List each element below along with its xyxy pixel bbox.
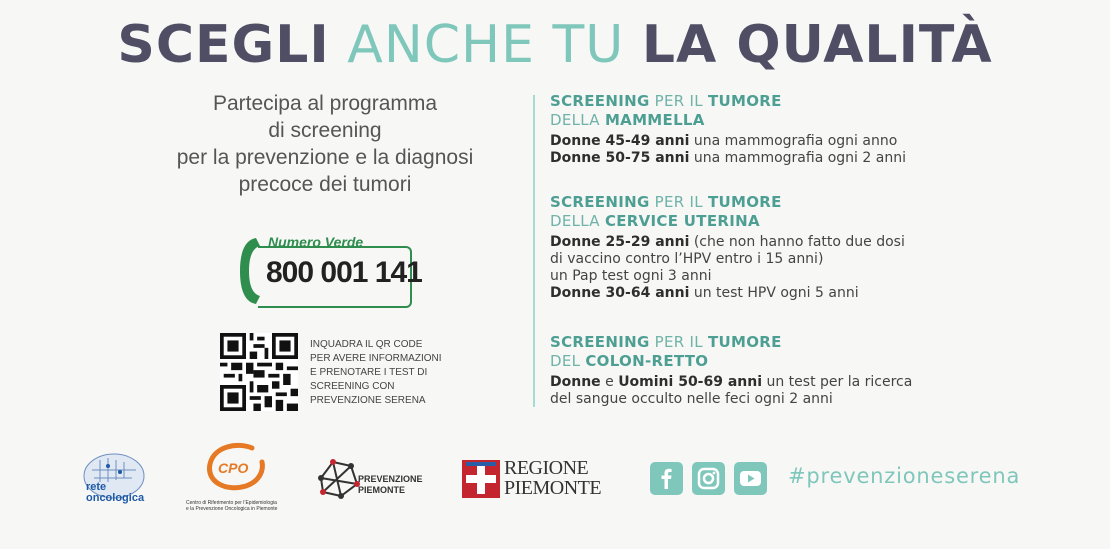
intro-line: di screening <box>268 119 382 142</box>
section-body <box>550 374 1090 408</box>
intro-line: Partecipa al programma <box>212 92 438 115</box>
section-subtitle: DEL COLON-RETTO <box>550 352 709 370</box>
screening-section-colon <box>550 333 1090 408</box>
section-body <box>550 133 1090 167</box>
youtube-icon[interactable] <box>734 462 767 495</box>
screening-section-cervice <box>550 193 1090 302</box>
numero-verde-number[interactable]: 800 001 141 <box>266 256 422 289</box>
intro-line: per la prevenzione e la diagnosi <box>176 146 474 169</box>
intro-line: precoce dei tumori <box>238 173 412 196</box>
prevenzione-piemonte-logo <box>313 456 363 502</box>
qr-instruction-line: PREVENZIONE SERENA <box>310 395 426 406</box>
section-row: Donne 25-29 anni (che non hanno fatto due dosi <box>550 234 905 250</box>
section-row: Donne 30-64 anni un test HPV ogni 5 anni <box>550 285 859 301</box>
instagram-icon[interactable] <box>692 462 725 495</box>
qr-instructions <box>310 338 460 408</box>
section-row: Donne 45-49 anni una mammografia ogni anno <box>550 133 898 149</box>
section-row: Donne e Uomini 50-69 anni un test per la ricerca <box>550 374 913 390</box>
section-title: SCREENING PER IL TUMORE <box>550 92 782 110</box>
cpo-subtitle: Centro di Riferimento per l’Epidemiologia e la Prevenzione Oncologica in Piemonte <box>186 500 278 512</box>
cross-icon <box>462 460 500 498</box>
cpo-logo <box>200 440 270 496</box>
section-title: SCREENING PER IL TUMORE <box>550 193 782 211</box>
qr-instruction-line: INQUADRA IL QR CODE <box>310 339 423 350</box>
headline-word-3: LA QUALITÀ <box>641 15 993 75</box>
section-subtitle: DELLA MAMMELLA <box>550 111 705 129</box>
intro-text <box>130 90 520 198</box>
screening-section-mammella <box>550 92 1090 167</box>
regione-piemonte-text: REGIONE PIEMONTE <box>504 457 602 499</box>
section-subtitle: DELLA CERVICE UTERINA <box>550 212 760 230</box>
vertical-divider <box>533 95 535 407</box>
rete-oncologica-text: rete oncologica <box>86 481 145 504</box>
qr-instruction-line: PER AVERE INFORMAZIONI <box>310 353 442 364</box>
headline-word-1: SCEGLI <box>117 15 330 75</box>
qr-instruction-line: SCREENING CON <box>310 381 395 392</box>
headline-word-2: ANCHE TU <box>347 15 625 75</box>
prevenzione-piemonte-text: PREVENZIONE PIEMONTE <box>358 474 423 495</box>
section-row: di vaccino contro l’HPV entro i 15 anni) <box>550 251 824 267</box>
numero-verde-label: Numero Verde <box>268 234 364 250</box>
qr-instruction-line: E PRENOTARE I TEST DI <box>310 367 428 378</box>
svg-text:CPO: CPO <box>218 460 249 476</box>
section-row: un Pap test ogni 3 anni <box>550 268 712 284</box>
qr-code[interactable] <box>220 333 298 411</box>
section-title: SCREENING PER IL TUMORE <box>550 333 782 351</box>
headline <box>0 10 1110 80</box>
facebook-icon[interactable] <box>650 462 683 495</box>
section-body <box>550 234 1090 302</box>
regione-piemonte-flag <box>462 460 500 498</box>
section-row: Donne 50-75 anni una mammografia ogni 2 anni <box>550 150 906 166</box>
hashtag-text[interactable]: #prevenzioneserena <box>788 464 1021 488</box>
section-row: del sangue occulto nelle feci ogni 2 anni <box>550 391 833 407</box>
